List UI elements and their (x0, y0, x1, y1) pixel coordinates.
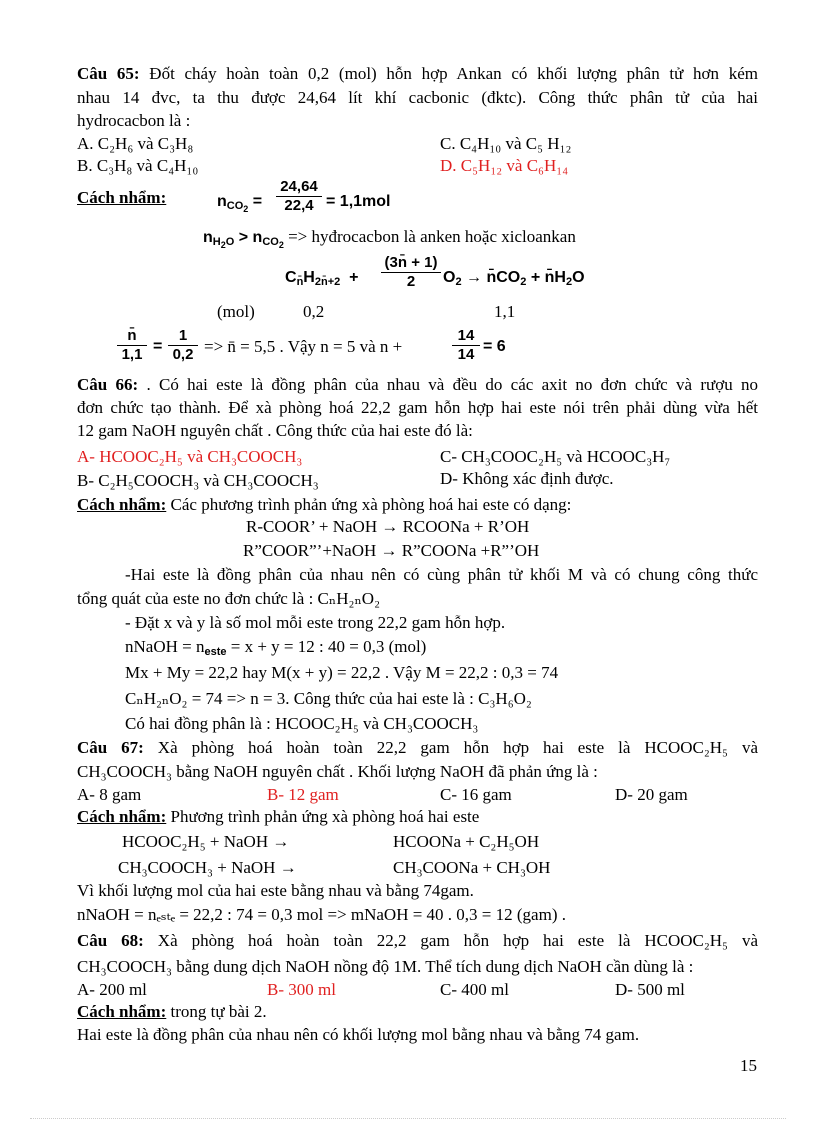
q66-explain-3-subscript: este (204, 646, 227, 658)
q66-text-2: đơn chức tạo thành. Để xà phòng hoá 22,2 gam hỗn hợp hai este nói trên phải dùng vừa hết (77, 398, 758, 417)
q68-option-c: C- 400 ml (440, 980, 509, 999)
q65-option-c: C. C₄H₁₀ và C₅ H₁₂ (440, 134, 572, 153)
q67-text-1: Xà phòng hoá hoàn toàn 22,2 gam hỗn hợp hai este là HCOOC₂H₅ và (143, 738, 758, 757)
q65-ratio-fraction-2: $\frac{1}{0,2}$ (168, 327, 198, 364)
q65-combustion-numerator: (3n̄ + 1) (381, 254, 441, 273)
q66-explain-4: Mx + My = 22,2 hay M(x + y) = 22,2 . Vậy M = 22,2 : 0,3 = 74 (125, 663, 559, 682)
q66-explain-5: CₙH₂ₙO₂ = 74 => n = 3. Công thức của hai este là : C₃H₆O₂ (125, 689, 532, 708)
q65-ratio-fraction-3: $\frac{14}{14}$ (452, 327, 480, 364)
q65-nco2-result: = 1,1mol (326, 193, 391, 210)
q67-line-1 (77, 737, 758, 759)
q66-explain-3: nNaOH = $n_{este} = x + y = 12$ : 40 = 0,3 (mol) (125, 637, 427, 658)
page-number: 15 (740, 1056, 757, 1075)
q66-method-text: Các phương trình phản ứng xà phòng hoá hai este có dạng: (166, 495, 572, 514)
q66-text-1: . Có hai este là đồng phân của nhau và đều do các axit no đơn chức và rượu no (138, 375, 758, 394)
q66-option-b: B- C₂H₅COOCH₃ và CH₃COOCH₃ (77, 471, 319, 490)
q67-explain-1: Vì khối lượng mol của hai este bằng nhau và bằng 74gam. (77, 881, 474, 900)
q65-option-a: A. C₂H₆ và C₃H₈ (77, 134, 194, 153)
q66-option-a-answer: A- HCOOC₂H₅ và CH₃COOCH₃ (77, 447, 303, 466)
q67-method-line (77, 806, 479, 828)
q65-ratio-end: = 6 (483, 338, 506, 355)
q65-method-label: Cách nhẩm: (77, 188, 167, 207)
q66-option-c: C- CH₃COOC₂H₅ và HCOOC₃H₇ (440, 447, 671, 466)
q65-line-1 (77, 63, 758, 85)
q65-nco2-numerator: 24,64 (276, 178, 322, 197)
q65-text-3: hydrocacbon là : (77, 111, 191, 130)
q65-compare-line: $n_{H_2O} > n_{CO_2}$ => hyđrocacbon là anken hoặc xicloankan (203, 227, 576, 250)
q65-mol-value-1: 0,2 (303, 302, 325, 321)
q68-text-1: Xà phòng hoá hoàn toàn 22,2 gam hỗn hợp hai este là HCOOC₂H₅ và (143, 931, 758, 950)
q67-reaction-1-right: HCOONa + C₂H₅OH (393, 832, 540, 851)
page-bottom-divider (30, 1118, 786, 1119)
q65-text-1: Đốt cháy hoàn toàn 0,2 (mol) hỗn hợp Ankan có khối lượng phân tử hơn kém (139, 64, 758, 83)
q67-explain-2: nNaOH = nₑₛₜₑ = 22,2 : 74 = 0,3 mol => mNaOH = 40 . 0,3 = 12 (gam) . (77, 905, 566, 924)
q65-ratio-text: => n̄ = 5,5 . Vậy n = 5 và n + (204, 337, 403, 356)
q65-label: Câu 65: (77, 64, 140, 83)
q68-option-a: A- 200 ml (77, 980, 147, 999)
q68-option-d: D- 500 ml (615, 980, 685, 999)
q68-explain-1: Hai este là đồng phân của nhau nên có khối lượng mol bằng nhau và bằng 74 gam. (77, 1025, 640, 1044)
q65-ratio-equals: = (153, 338, 163, 355)
q65-combustion-lhs: $C_{n̄}H_{2n̄+2}$ + (285, 269, 359, 288)
q65-nco2-fraction (276, 178, 322, 215)
q68-line-1 (77, 930, 758, 952)
q68-text-2: CH₃COOCH₃ bằng dung dịch NaOH nồng độ 1M. Thể tích dung dịch NaOH cần dùng là : (77, 957, 694, 976)
q66-explain-6: Có hai đồng phân là : HCOOC₂H₅ và CH₃COOCH₃ (125, 714, 479, 733)
q66-method-line (77, 494, 571, 516)
q67-option-d: D- 20 gam (615, 785, 688, 804)
q65-combustion-denominator: 2 (406, 273, 416, 290)
q66-label: Câu 66: (77, 375, 139, 394)
q66-reaction-1: R-COOR’ + NaOH → RCOONa + R’OH (246, 517, 530, 536)
q66-option-d: D- Không xác định được. (440, 469, 614, 488)
q66-explain-1b: tổng quát của este no đơn chức là : CₙH₂ₙO₂ (77, 589, 381, 608)
q67-method-text: Phương trình phản ứng xà phòng hoá hai este (166, 807, 480, 826)
q65-ratio-fraction-1: $\frac{n̄}{1,1}$ (117, 327, 147, 364)
q67-reaction-2-left: CH₃COOCH₃ + NaOH → (118, 858, 297, 877)
q65-combustion-rhs: $O_2$ → $n̄CO_2$ + $n̄H_2O$ (443, 269, 585, 288)
q67-option-c: C- 16 gam (440, 785, 512, 804)
q68-method-line (77, 1001, 267, 1023)
q66-method-label: Cách nhẩm: (77, 495, 167, 514)
q65-text-2: nhau 14 đvc, ta thu được 24,64 lít khí cacbonic (đktc). Công thức phân tử của hai (77, 88, 758, 107)
q67-option-a: A- 8 gam (77, 785, 142, 804)
q66-reaction-2: R”COOR”’+NaOH → R”COONa +R”’OH (243, 541, 540, 560)
q67-reaction-1-left: HCOOC₂H₅ + NaOH → (122, 832, 290, 851)
q65-mol-label: (mol) (217, 302, 255, 321)
q65-compare-text: => hyđrocacbon là anken hoặc xicloankan (283, 227, 576, 246)
q68-label: Câu 68: (77, 931, 144, 950)
q65-option-b: B. C₃H₈ và C₄H₁₀ (77, 156, 199, 175)
q67-text-2: CH₃COOCH₃ bằng NaOH nguyên chất . Khối lượng NaOH đã phản ứng là : (77, 762, 598, 781)
q66-explain-1a: -Hai este là đồng phân của nhau nên có cùng phân tử khối M và có chung công thức (125, 565, 758, 584)
q65-combustion-fraction (381, 254, 441, 291)
q68-option-b-answer: B- 300 ml (267, 980, 336, 999)
q65-nco2-lhs: $n_{CO_2}$ = (217, 193, 263, 214)
q67-method-label: Cách nhẩm: (77, 807, 167, 826)
q65-option-d-answer: D. C₅H₁₂ và C₆H₁₄ (440, 156, 569, 175)
q68-method-label: Cách nhẩm: (77, 1002, 167, 1021)
q67-option-b-answer: B- 12 gam (267, 785, 339, 804)
q68-method-text: trong tự bài 2. (166, 1002, 267, 1021)
q66-text-3: 12 gam NaOH nguyên chất . Công thức của hai este đó là: (77, 421, 473, 440)
q65-mol-value-2: 1,1 (494, 302, 516, 321)
q66-explain-2: - Đặt x và y là số mol mỗi este trong 22,2 gam hỗn hợp. (125, 613, 506, 632)
q66-line-1 (77, 374, 758, 396)
q65-nco2-denominator: 22,4 (284, 197, 314, 214)
q67-label: Câu 67: (77, 738, 144, 757)
q67-reaction-2-right: CH₃COONa + CH₃OH (393, 858, 551, 877)
